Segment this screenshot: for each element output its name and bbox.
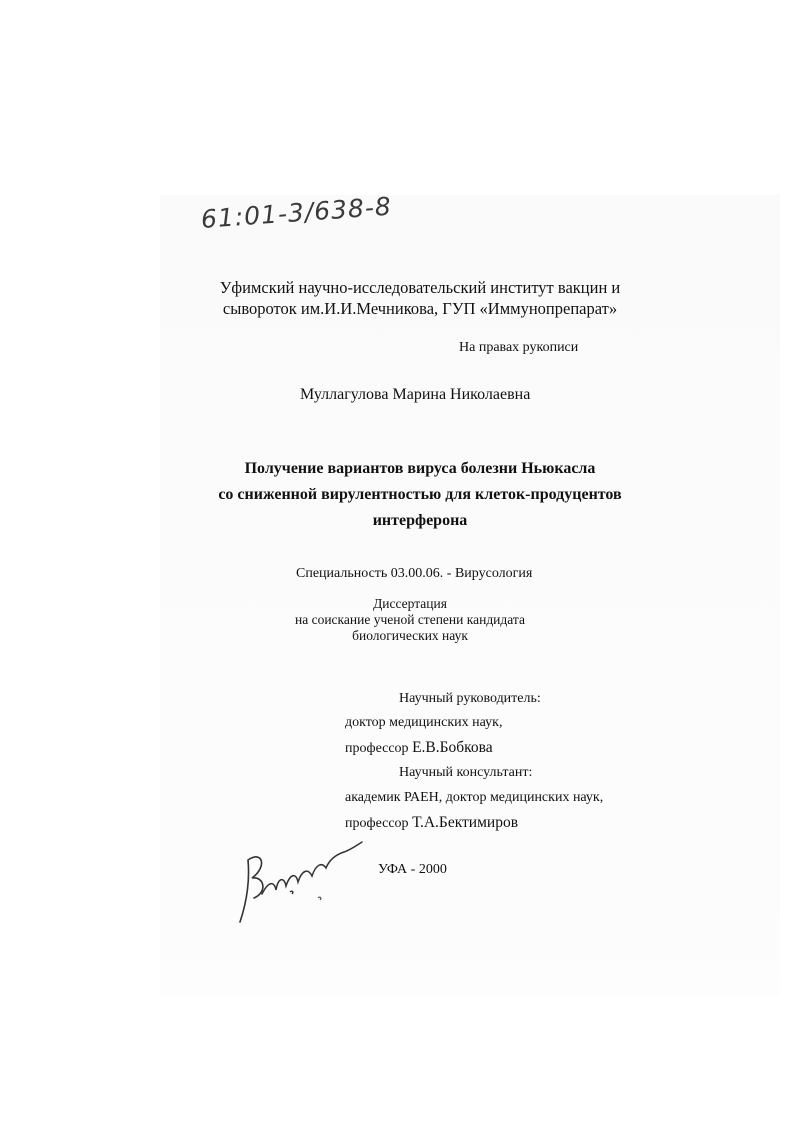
city-and-year: УФА - 2000 bbox=[378, 862, 447, 877]
institution-name bbox=[200, 277, 640, 319]
advisor-name: Е.В.Бобкова bbox=[412, 739, 493, 756]
handwritten-catalog-code: 61:01-3/638-8 bbox=[200, 191, 393, 234]
author-name: Муллагулова Марина Николаевна bbox=[300, 386, 531, 403]
consultant-name: Т.А.Бектимиров bbox=[412, 814, 519, 831]
title-line-2: со сниженной вирулентностью для клеток-продуцентов bbox=[218, 486, 622, 503]
consultant-degree: академик РАЕН, доктор медицинских наук, bbox=[345, 790, 604, 805]
consultant-name-line bbox=[345, 814, 518, 832]
manuscript-rights-note: На правах рукописи bbox=[459, 340, 579, 355]
degree-line-1: Диссертация bbox=[373, 596, 447, 611]
dissertation-title bbox=[190, 456, 650, 534]
institution-line-2: сывороток им.И.И.Мечникова, ГУП «Иммунопрепарат» bbox=[222, 299, 618, 318]
advisor-name-line bbox=[345, 739, 493, 757]
advisor-degree: доктор медицинских наук, bbox=[345, 715, 503, 730]
degree-statement bbox=[280, 596, 540, 644]
advisor-label: Научный руководитель: bbox=[399, 691, 541, 706]
advisor-title: профессор bbox=[345, 741, 409, 756]
consultant-title: профессор bbox=[345, 816, 409, 831]
title-line-1: Получение вариантов вируса болезни Ньюкасла bbox=[244, 460, 596, 477]
handwritten-signature bbox=[228, 832, 368, 932]
institution-line-1: Уфимский научно-исследовательский институт вакцин и bbox=[219, 278, 621, 297]
title-line-3: интерферона bbox=[372, 512, 468, 529]
degree-line-3: биологических наук bbox=[352, 628, 468, 643]
consultant-label: Научный консультант: bbox=[399, 765, 533, 780]
specialty: Специальность 03.00.06. - Вирусология bbox=[296, 566, 533, 581]
degree-line-2: на соискание ученой степени кандидата bbox=[295, 612, 525, 627]
